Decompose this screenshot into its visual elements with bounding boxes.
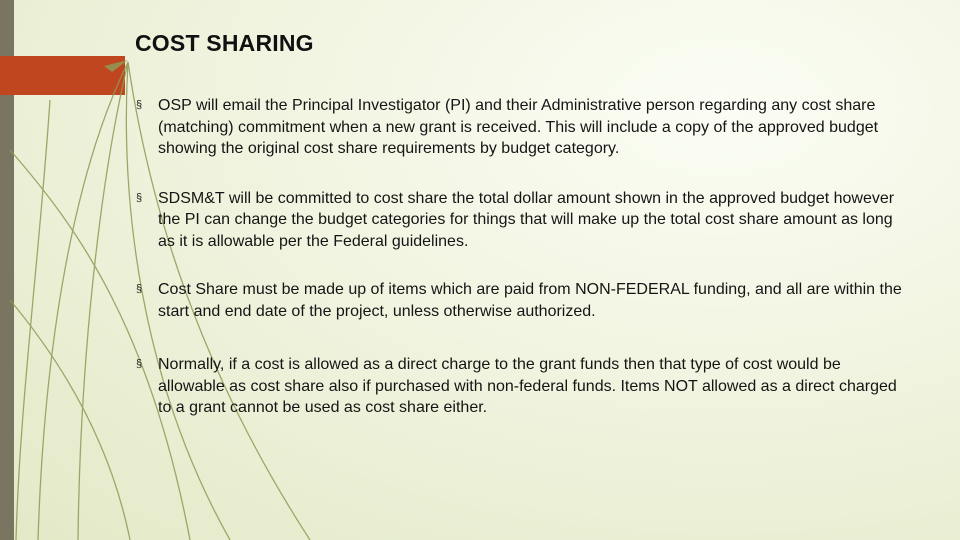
bullet-marker-icon: § bbox=[136, 283, 143, 295]
bullet-marker-icon: § bbox=[136, 191, 143, 204]
bullet-item bbox=[135, 354, 905, 419]
bullet-marker-icon: § bbox=[136, 99, 143, 111]
bullet-marker-icon: § bbox=[136, 358, 143, 370]
bullet-item bbox=[135, 279, 905, 322]
bullet-text: SDSM&T will be committed to cost share the total dollar amount shown in the approved budget however the PI can change the budget categories for things that will make up the total cost share amount as long as it is allowable per the Federal guidelines. bbox=[158, 189, 895, 250]
bullet-item bbox=[135, 95, 905, 160]
bullet-text: Cost Share must be made up of items which are paid from NON-FEDERAL funding, and all are within the start and end date of the project, unless otherwise authorized. bbox=[158, 281, 902, 320]
bullet-list bbox=[135, 95, 905, 419]
bullet-text: OSP will email the Principal Investigator (PI) and their Administrative person regarding any cost share (matching) commitment when a new grant is received. This will include a copy of the approved budget showing the original cost share requirements by budget category. bbox=[158, 97, 879, 157]
bullet-text: Normally, if a cost is allowed as a direct charge to the grant funds then that type of cost would be allowable as cost share also if purchased with non-federal funds. Items NOT allowed as a direct charged to a grant cannot be used as cost share either. bbox=[158, 356, 897, 416]
bullet-item bbox=[135, 188, 905, 253]
slide-title: COST SHARING bbox=[135, 30, 314, 56]
